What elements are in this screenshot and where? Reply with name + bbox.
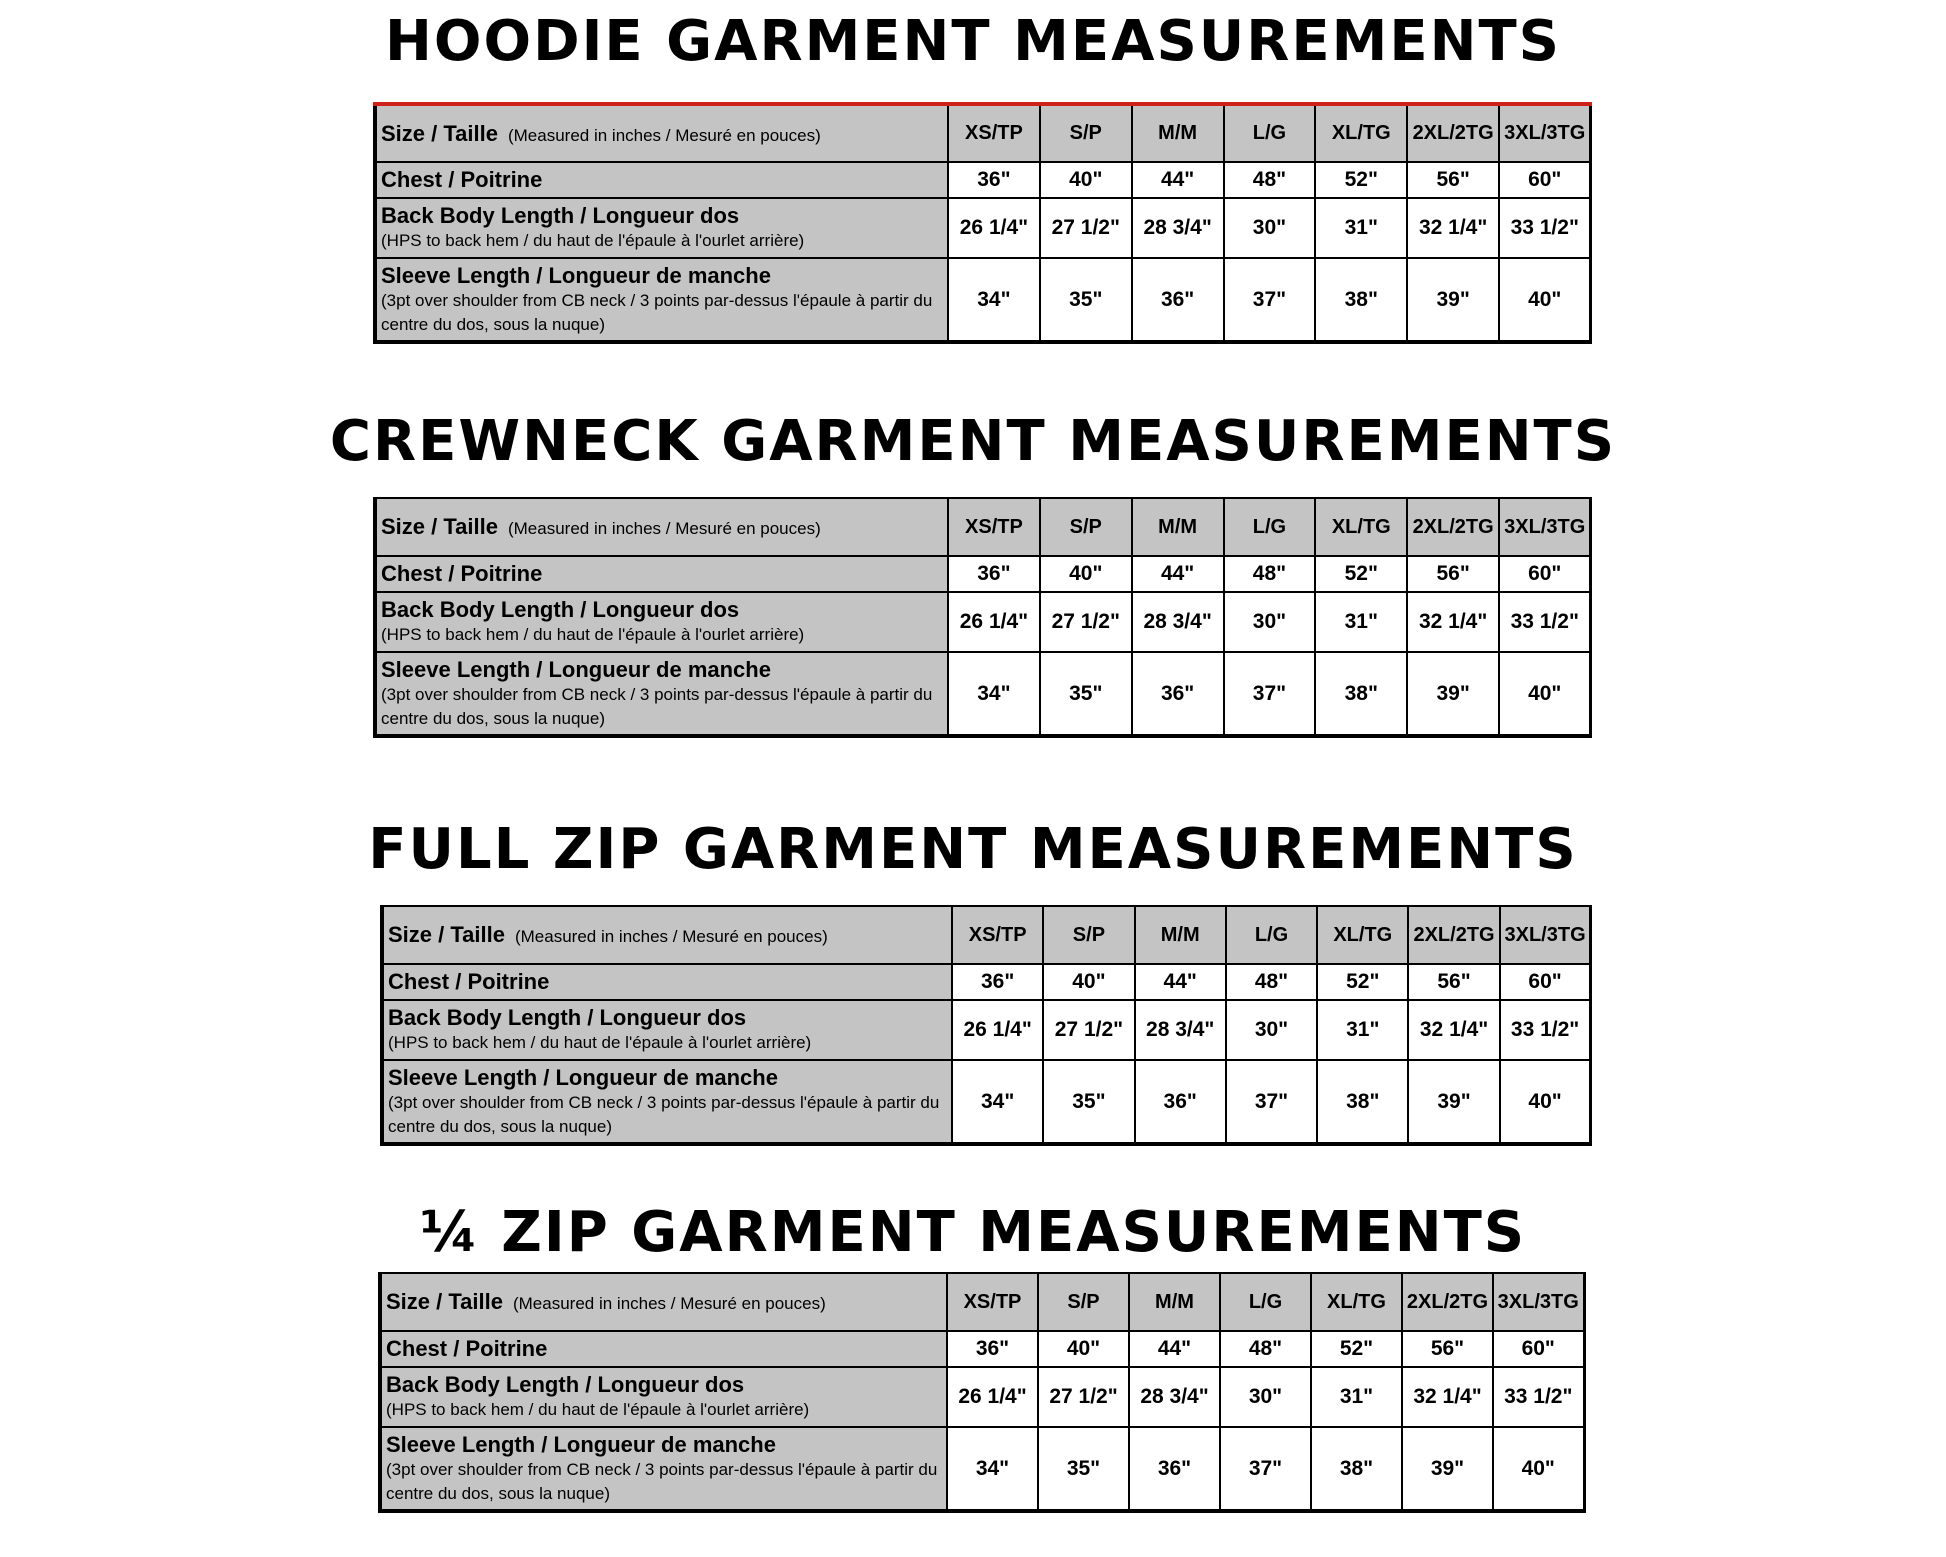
back-value-cell: 31" (1315, 198, 1407, 258)
sleeve-row-label (382, 1060, 952, 1144)
sleeve-length-note-line2: centre du dos, sous la nuque) (381, 708, 605, 728)
back-value-cell: 31" (1317, 1000, 1408, 1060)
size-header-cell: S/P (1038, 1273, 1129, 1331)
size-row-label (375, 498, 948, 556)
table-row-back (380, 1367, 1584, 1427)
chest-value-cell: 52" (1317, 964, 1408, 1000)
size-header-cell: L/G (1220, 1273, 1311, 1331)
size-header-cell: XS/TP (948, 498, 1040, 556)
table-row-chest (375, 556, 1591, 592)
size-header-cell: L/G (1224, 104, 1316, 162)
full-zip-size-table (380, 905, 1592, 1146)
back-row-label (375, 592, 948, 652)
chest-value-cell: 40" (1043, 964, 1134, 1000)
chest-value-cell: 60" (1499, 556, 1591, 592)
back-length-note: (HPS to back hem / du haut de l'épaule à l'ourlet arrière) (386, 1400, 810, 1419)
sleeve-value-cell: 37" (1224, 258, 1316, 342)
size-label: Size / Taille (381, 120, 498, 146)
sleeve-row-label (375, 652, 948, 736)
size-header-cell: 2XL/2TG (1408, 906, 1499, 964)
sleeve-value-cell: 40" (1499, 652, 1591, 736)
back-value-cell: 28 3/4" (1135, 1000, 1226, 1060)
sleeve-value-cell: 38" (1317, 1060, 1408, 1144)
table-row-chest (382, 964, 1591, 1000)
size-header-cell: XS/TP (947, 1273, 1038, 1331)
size-header-cell: L/G (1224, 498, 1316, 556)
table-header-row (375, 498, 1591, 556)
size-row-label (382, 906, 952, 964)
table-header-row (380, 1273, 1584, 1331)
size-note: (Measured in inches / Mesuré en pouces) (512, 1294, 826, 1313)
chest-value-cell: 60" (1499, 162, 1591, 198)
chest-label: Chest / Poitrine (381, 561, 543, 586)
chest-row-label (382, 964, 952, 1000)
back-value-cell: 32 1/4" (1402, 1367, 1493, 1427)
sleeve-value-cell: 40" (1493, 1427, 1584, 1511)
size-header-cell: S/P (1040, 498, 1132, 556)
table-row-sleeve (375, 258, 1591, 342)
sleeve-length-note-line2: centre du dos, sous la nuque) (381, 314, 605, 334)
sleeve-value-cell: 36" (1135, 1060, 1226, 1144)
sleeve-value-cell: 36" (1132, 652, 1224, 736)
back-length-label: Back Body Length / Longueur dos (381, 597, 740, 622)
table-header-row (375, 104, 1591, 162)
chest-value-cell: 60" (1500, 964, 1591, 1000)
size-header-cell: XL/TG (1317, 906, 1408, 964)
back-row-label (380, 1367, 947, 1427)
sleeve-value-cell: 34" (947, 1427, 1038, 1511)
size-header-cell: M/M (1129, 1273, 1220, 1331)
back-value-cell: 26 1/4" (948, 592, 1040, 652)
chest-value-cell: 36" (948, 556, 1040, 592)
back-value-cell: 32 1/4" (1407, 198, 1499, 258)
chest-value-cell: 44" (1132, 556, 1224, 592)
sleeve-value-cell: 34" (948, 258, 1040, 342)
sleeve-value-cell: 35" (1040, 258, 1132, 342)
sleeve-value-cell: 38" (1315, 652, 1407, 736)
back-length-label: Back Body Length / Longueur dos (381, 203, 740, 228)
size-header-cell: 3XL/3TG (1500, 906, 1591, 964)
size-header-cell: M/M (1132, 498, 1224, 556)
table-row-back (382, 1000, 1591, 1060)
sleeve-length-label: Sleeve Length / Longueur de manche (381, 262, 771, 288)
table-row-back (375, 592, 1591, 652)
size-header-cell: S/P (1043, 906, 1134, 964)
chest-value-cell: 40" (1040, 162, 1132, 198)
chest-value-cell: 48" (1224, 162, 1316, 198)
chest-row-label (375, 162, 948, 198)
back-value-cell: 30" (1226, 1000, 1317, 1060)
size-label: Size / Taille (386, 1289, 503, 1314)
sleeve-value-cell: 39" (1407, 652, 1499, 736)
size-note: (Measured in inches / Mesuré en pouces) (507, 125, 821, 145)
back-value-cell: 32 1/4" (1408, 1000, 1499, 1060)
chest-value-cell: 60" (1493, 1331, 1584, 1367)
sleeve-value-cell: 38" (1315, 258, 1407, 342)
size-header-cell: 2XL/2TG (1407, 104, 1499, 162)
table-row-chest (380, 1331, 1584, 1367)
sleeve-length-label: Sleeve Length / Longueur de manche (386, 1431, 776, 1457)
size-header-cell: M/M (1132, 104, 1224, 162)
back-value-cell: 33 1/2" (1499, 198, 1591, 258)
back-value-cell: 26 1/4" (947, 1367, 1038, 1427)
back-value-cell: 27 1/2" (1040, 198, 1132, 258)
chest-value-cell: 52" (1315, 162, 1407, 198)
chest-value-cell: 56" (1408, 964, 1499, 1000)
size-header-cell: M/M (1135, 906, 1226, 964)
sleeve-value-cell: 35" (1043, 1060, 1134, 1144)
back-value-cell: 27 1/2" (1043, 1000, 1134, 1060)
chest-value-cell: 44" (1132, 162, 1224, 198)
sleeve-value-cell: 39" (1407, 258, 1499, 342)
chest-value-cell: 52" (1315, 556, 1407, 592)
sleeve-value-cell: 35" (1040, 652, 1132, 736)
sleeve-length-note-line2: centre du dos, sous la nuque) (386, 1483, 610, 1503)
sleeve-length-note-line2: centre du dos, sous la nuque) (388, 1116, 612, 1136)
chest-value-cell: 48" (1226, 964, 1317, 1000)
back-value-cell: 28 3/4" (1129, 1367, 1220, 1427)
back-value-cell: 33 1/2" (1499, 592, 1591, 652)
chest-row-label (380, 1331, 947, 1367)
chest-value-cell: 40" (1038, 1331, 1129, 1367)
back-row-label (382, 1000, 952, 1060)
size-header-cell: 3XL/3TG (1493, 1273, 1584, 1331)
sleeve-value-cell: 37" (1226, 1060, 1317, 1144)
chest-value-cell: 36" (948, 162, 1040, 198)
sleeve-value-cell: 40" (1500, 1060, 1591, 1144)
table-row-sleeve (382, 1060, 1591, 1144)
chest-value-cell: 36" (952, 964, 1043, 1000)
back-value-cell: 30" (1224, 198, 1316, 258)
quarter-zip-size-table (378, 1272, 1586, 1513)
sleeve-length-note-line1: (3pt over shoulder from CB neck / 3 points par-dessus l'épaule à partir du (388, 1092, 940, 1112)
chest-value-cell: 56" (1402, 1331, 1493, 1367)
sleeve-value-cell: 39" (1402, 1427, 1493, 1511)
back-value-cell: 30" (1224, 592, 1316, 652)
sleeve-length-note-line1: (3pt over shoulder from CB neck / 3 points par-dessus l'épaule à partir du (381, 684, 933, 704)
full-zip-title: FULL ZIP GARMENT MEASUREMENTS (368, 817, 1578, 882)
quarter-zip-title: ¼ ZIP GARMENT MEASUREMENTS (419, 1200, 1527, 1265)
size-row-label (375, 104, 948, 162)
table-row-sleeve (375, 652, 1591, 736)
sleeve-value-cell: 37" (1224, 652, 1316, 736)
table-row-sleeve (380, 1427, 1584, 1511)
back-value-cell: 26 1/4" (952, 1000, 1043, 1060)
size-note: (Measured in inches / Mesuré en pouces) (514, 927, 828, 946)
back-value-cell: 31" (1315, 592, 1407, 652)
size-label: Size / Taille (381, 514, 498, 539)
sleeve-row-label (375, 258, 948, 342)
sleeve-value-cell: 37" (1220, 1427, 1311, 1511)
table-row-back (375, 198, 1591, 258)
size-header-cell: L/G (1226, 906, 1317, 964)
back-value-cell: 27 1/2" (1038, 1367, 1129, 1427)
hoodie-title: HOODIE GARMENT MEASUREMENTS (385, 9, 1561, 74)
sleeve-value-cell: 36" (1129, 1427, 1220, 1511)
size-header-cell: XL/TG (1311, 1273, 1402, 1331)
chest-value-cell: 52" (1311, 1331, 1402, 1367)
sleeve-length-note-line1: (3pt over shoulder from CB neck / 3 points par-dessus l'épaule à partir du (381, 290, 933, 310)
back-value-cell: 30" (1220, 1367, 1311, 1427)
sleeve-value-cell: 39" (1408, 1060, 1499, 1144)
sleeve-row-label (380, 1427, 947, 1511)
size-header-cell: 2XL/2TG (1402, 1273, 1493, 1331)
chest-value-cell: 40" (1040, 556, 1132, 592)
size-header-cell: XS/TP (952, 906, 1043, 964)
chest-value-cell: 36" (947, 1331, 1038, 1367)
size-header-cell: XS/TP (948, 104, 1040, 162)
size-row-label (380, 1273, 947, 1331)
chest-value-cell: 44" (1135, 964, 1226, 1000)
chest-label: Chest / Poitrine (386, 1336, 548, 1361)
sleeve-value-cell: 34" (948, 652, 1040, 736)
chest-value-cell: 48" (1224, 556, 1316, 592)
sleeve-length-label: Sleeve Length / Longueur de manche (388, 1064, 778, 1090)
back-length-note: (HPS to back hem / du haut de l'épaule à l'ourlet arrière) (381, 625, 805, 644)
back-length-note: (HPS to back hem / du haut de l'épaule à l'ourlet arrière) (388, 1033, 812, 1052)
back-value-cell: 32 1/4" (1407, 592, 1499, 652)
back-length-label: Back Body Length / Longueur dos (386, 1372, 745, 1397)
back-length-note: (HPS to back hem / du haut de l'épaule à l'ourlet arrière) (381, 231, 805, 250)
sleeve-length-note-line1: (3pt over shoulder from CB neck / 3 points par-dessus l'épaule à partir du (386, 1459, 938, 1479)
back-length-label: Back Body Length / Longueur dos (388, 1005, 747, 1030)
back-value-cell: 28 3/4" (1132, 198, 1224, 258)
back-row-label (375, 198, 948, 258)
chest-value-cell: 48" (1220, 1331, 1311, 1367)
chest-label: Chest / Poitrine (381, 167, 543, 192)
table-row-chest (375, 162, 1591, 198)
size-header-cell: 3XL/3TG (1499, 104, 1591, 162)
sleeve-value-cell: 35" (1038, 1427, 1129, 1511)
chest-value-cell: 44" (1129, 1331, 1220, 1367)
size-label: Size / Taille (388, 922, 505, 947)
size-header-cell: S/P (1040, 104, 1132, 162)
table-header-row (382, 906, 1591, 964)
crewneck-size-table (373, 497, 1592, 738)
chest-row-label (375, 556, 948, 592)
sleeve-value-cell: 36" (1132, 258, 1224, 342)
chest-label: Chest / Poitrine (388, 969, 550, 994)
crewneck-title: CREWNECK GARMENT MEASUREMENTS (329, 409, 1617, 474)
size-header-cell: XL/TG (1315, 104, 1407, 162)
sleeve-value-cell: 38" (1311, 1427, 1402, 1511)
size-note: (Measured in inches / Mesuré en pouces) (507, 519, 821, 538)
back-value-cell: 27 1/2" (1040, 592, 1132, 652)
sleeve-value-cell: 34" (952, 1060, 1043, 1144)
back-value-cell: 31" (1311, 1367, 1402, 1427)
chest-value-cell: 56" (1407, 556, 1499, 592)
sleeve-length-label: Sleeve Length / Longueur de manche (381, 656, 771, 682)
hoodie-size-table (373, 102, 1592, 344)
chest-value-cell: 56" (1407, 162, 1499, 198)
sleeve-value-cell: 40" (1499, 258, 1591, 342)
size-header-cell: XL/TG (1315, 498, 1407, 556)
size-header-cell: 3XL/3TG (1499, 498, 1591, 556)
back-value-cell: 26 1/4" (948, 198, 1040, 258)
back-value-cell: 28 3/4" (1132, 592, 1224, 652)
back-value-cell: 33 1/2" (1493, 1367, 1584, 1427)
back-value-cell: 33 1/2" (1500, 1000, 1591, 1060)
size-header-cell: 2XL/2TG (1407, 498, 1499, 556)
